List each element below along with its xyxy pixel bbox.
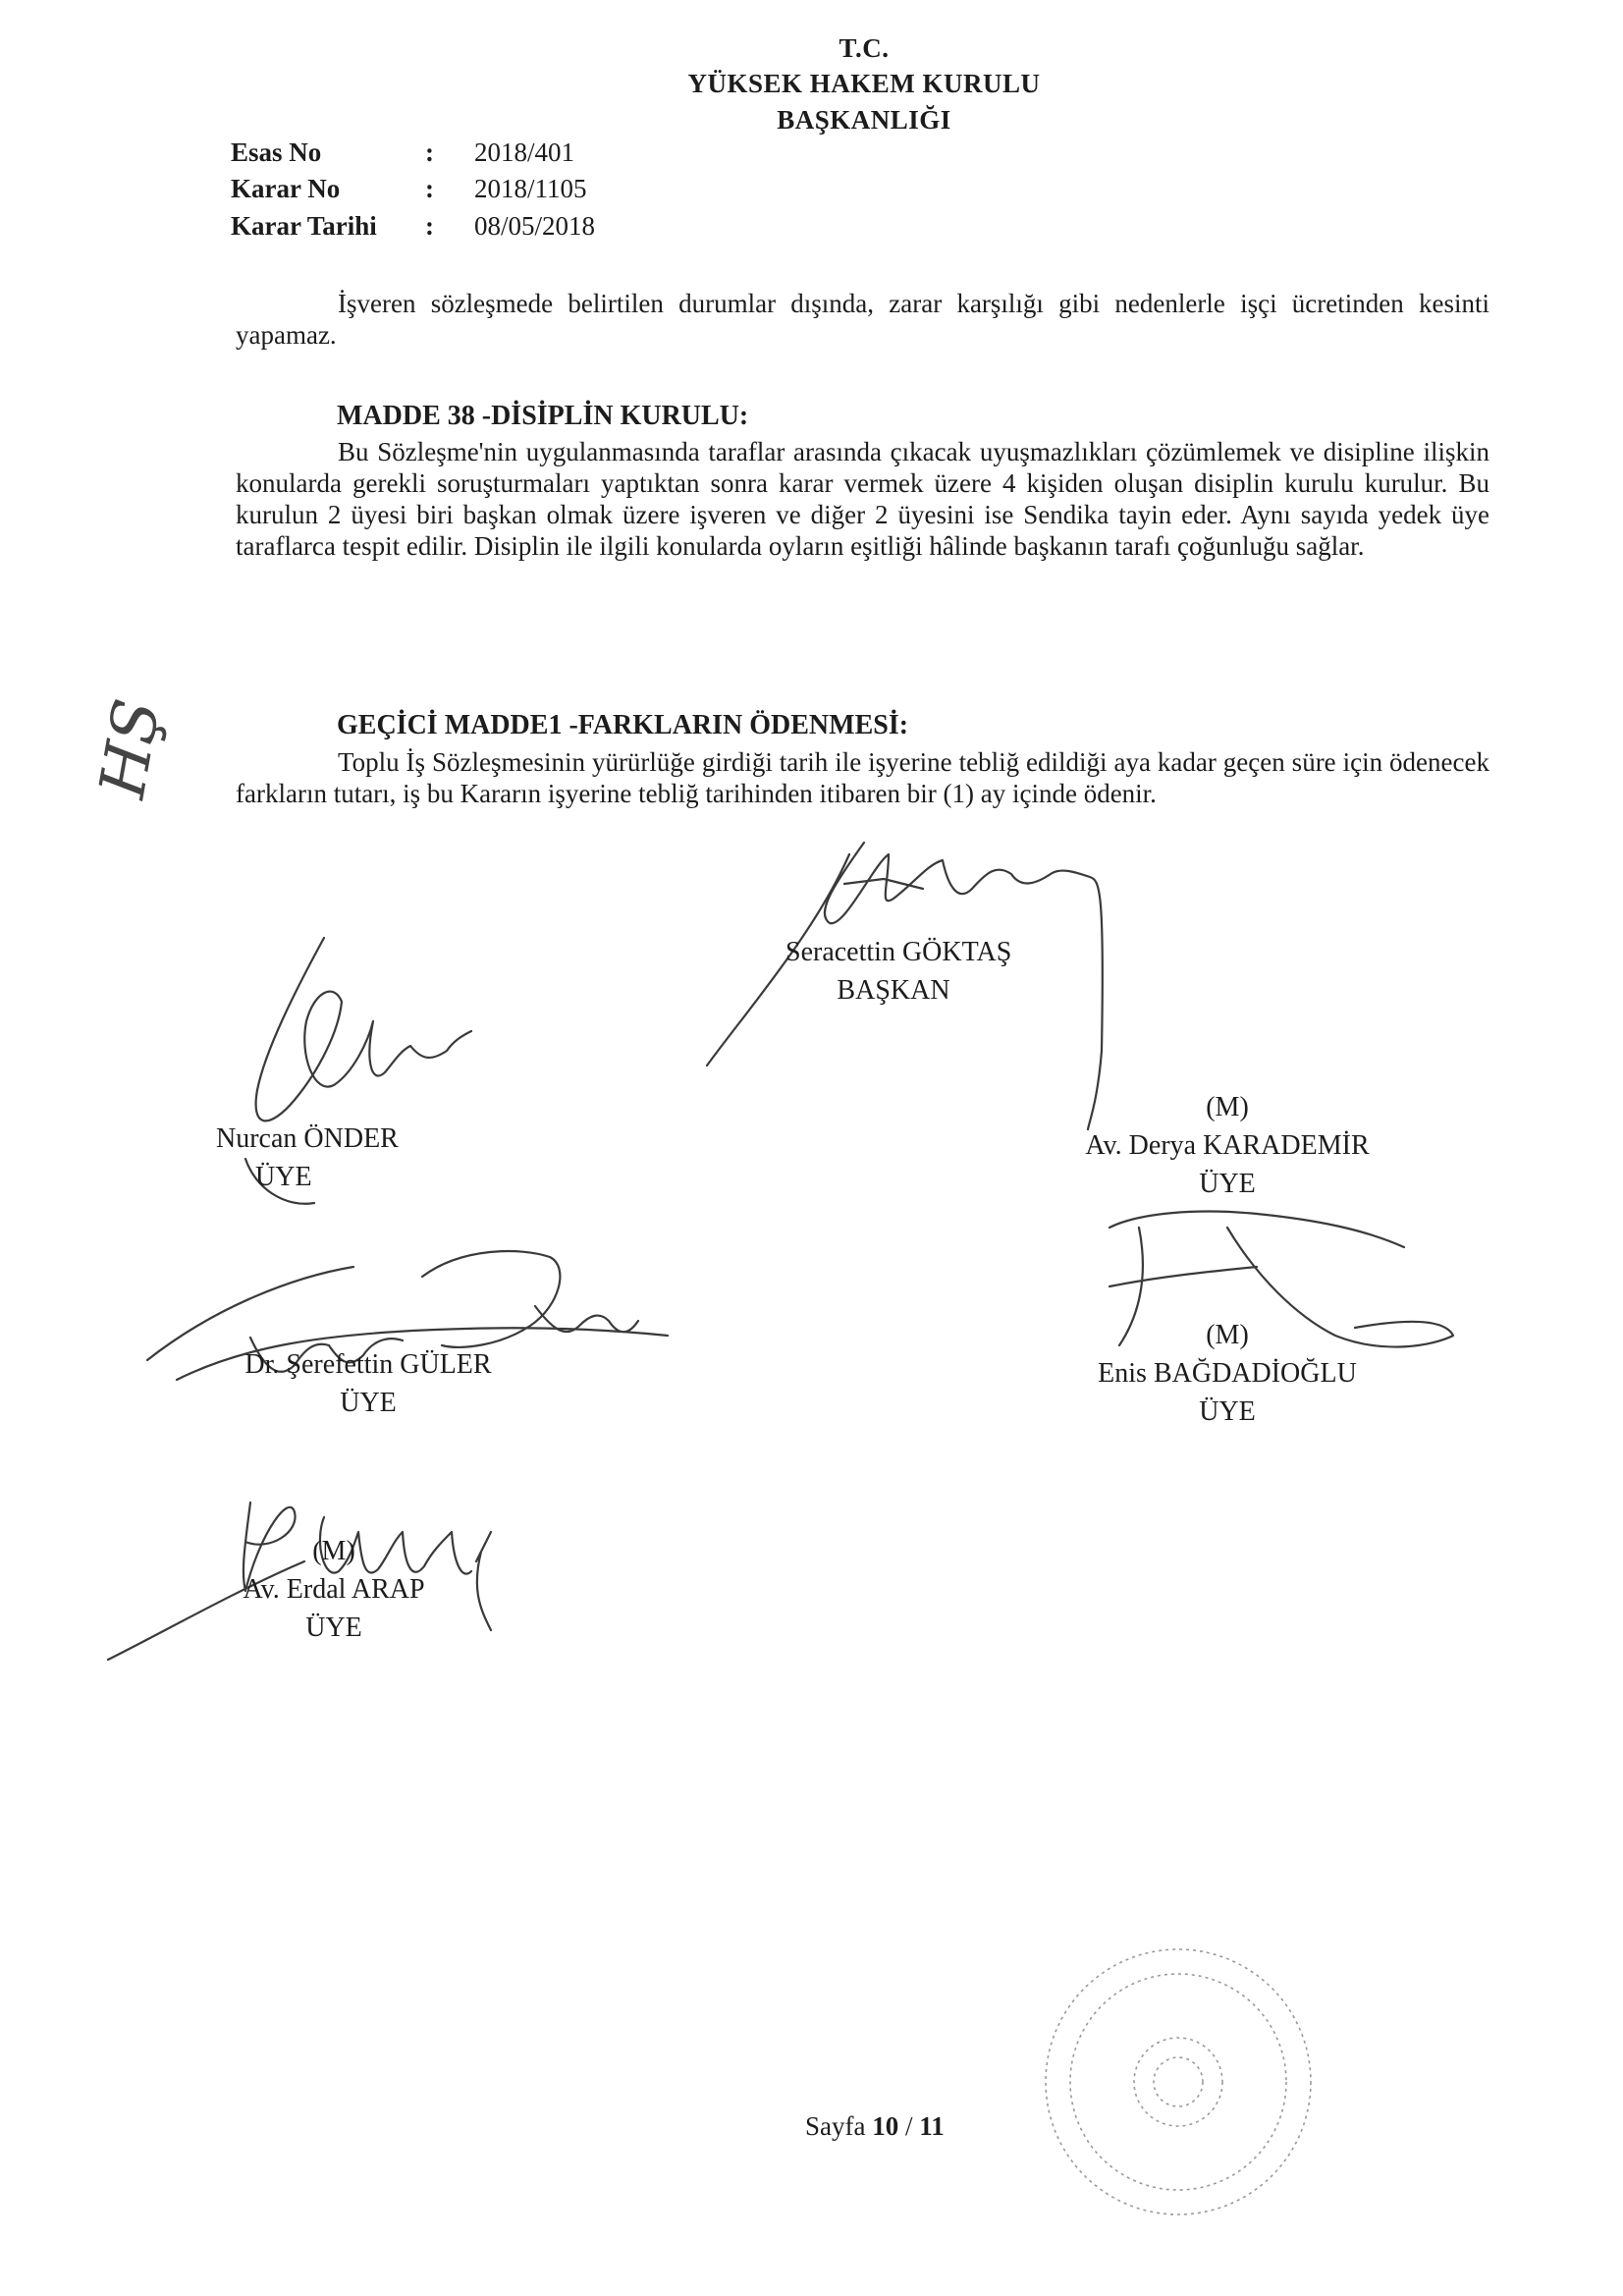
article-38-body: Bu Sözleşme'nin uygulanmasında taraflar arasında çıkacak uyuşmazlıkları çözümlemek ve disipline ilişkin konularda gerekli soruşturmaları yaptıktan sonra karar vermek üzere 4 kişiden oluşan disiplin kurulu kurulur. Bu kurulun 2 üyesi biri başkan olmak üzere işveren ve diğer 2 üyesini ise Sendika tayin eder. Aynı sayıda yedek üye taraflarca tespit edilir. Disiplin ile ilgili konularda oyların eşitliği hâlinde başkanın tarafı çoğunluğu sağlar. [236, 437, 1489, 561]
page-number [805, 2111, 945, 2142]
signatory-role: ÜYE [340, 1388, 397, 1418]
signatory-role: ÜYE [1199, 1396, 1256, 1427]
temporary-article-body: Toplu İş Sözleşmesinin yürürlüğe girdiği tarih ile işyerine tebliğ edildiği aya kadar geçen süre için ödenecek farkların tutarı, iş bu Kararın işyerine tebliğ tarihinden itibaren bir (1) ay içinde ödenir. [236, 747, 1489, 808]
meta-karar-tarihi [231, 211, 595, 242]
page-separator: / [904, 2111, 913, 2141]
signatory-chair [785, 933, 1012, 1010]
meta-value: 2018/401 [474, 137, 575, 167]
signatory-note: (M) [312, 1536, 355, 1566]
signatory-role: ÜYE [1199, 1169, 1256, 1199]
meta-label: Esas No [231, 137, 322, 167]
signatory-note: (M) [1206, 1320, 1249, 1350]
signatory-name: Seracettin GÖKTAŞ [785, 937, 1012, 967]
signatory-member1 [216, 1120, 461, 1196]
signatory-member2 [1041, 1088, 1414, 1203]
signatory-role: ÜYE [255, 1162, 312, 1192]
meta-value: 08/05/2018 [474, 211, 596, 241]
signatory-note: (M) [1206, 1092, 1249, 1122]
meta-value: 2018/1105 [474, 174, 587, 203]
header-presidency: BAŞKANLIĞI [777, 105, 951, 135]
meta-colon: : [425, 211, 434, 241]
meta-label: Karar No [231, 174, 341, 203]
page-prefix: Sayfa [805, 2111, 866, 2141]
temporary-article-heading: GEÇİCİ MADDE1 -FARKLARIN ÖDENMESİ: [337, 710, 909, 740]
meta-label: Karar Tarihi [231, 211, 377, 241]
signatory-name: Av. Derya KARADEMİR [1085, 1130, 1370, 1161]
paragraph-wage-deduction: İşveren sözleşmede belirtilen durumlar dışında, zarar karşılığı gibi nedenlerle işçi ücretinden kesinti yapamaz. [236, 289, 1489, 350]
signatory-member5 [196, 1532, 471, 1647]
signatory-role: BAŞKAN [837, 975, 950, 1006]
meta-karar-no [231, 174, 587, 204]
page-current: 10 [872, 2111, 899, 2141]
official-seal [1046, 1949, 1311, 2214]
signatory-member4 [1060, 1316, 1394, 1431]
signatory-name: Nurcan ÖNDER [216, 1123, 399, 1154]
header-tc: T.C. [839, 33, 890, 63]
article-38-heading: MADDE 38 -DİSİPLİN KURULU: [337, 401, 749, 431]
signatory-member3 [206, 1345, 530, 1422]
signatory-role: ÜYE [305, 1613, 362, 1643]
signatory-name: Enis BAĞDADİOĞLU [1098, 1358, 1357, 1389]
margin-initials: HŞ [86, 693, 176, 803]
header-institution: YÜKSEK HAKEM KURULU [687, 69, 1041, 98]
signature-member1 [256, 938, 471, 1121]
signatory-name: Av. Erdal ARAP [243, 1574, 425, 1605]
meta-colon: : [425, 137, 434, 167]
page-total: 11 [919, 2111, 945, 2141]
signatory-name: Dr. Şerefettin GÜLER [244, 1349, 492, 1380]
meta-esas-no [231, 137, 574, 168]
meta-colon: : [425, 174, 434, 203]
